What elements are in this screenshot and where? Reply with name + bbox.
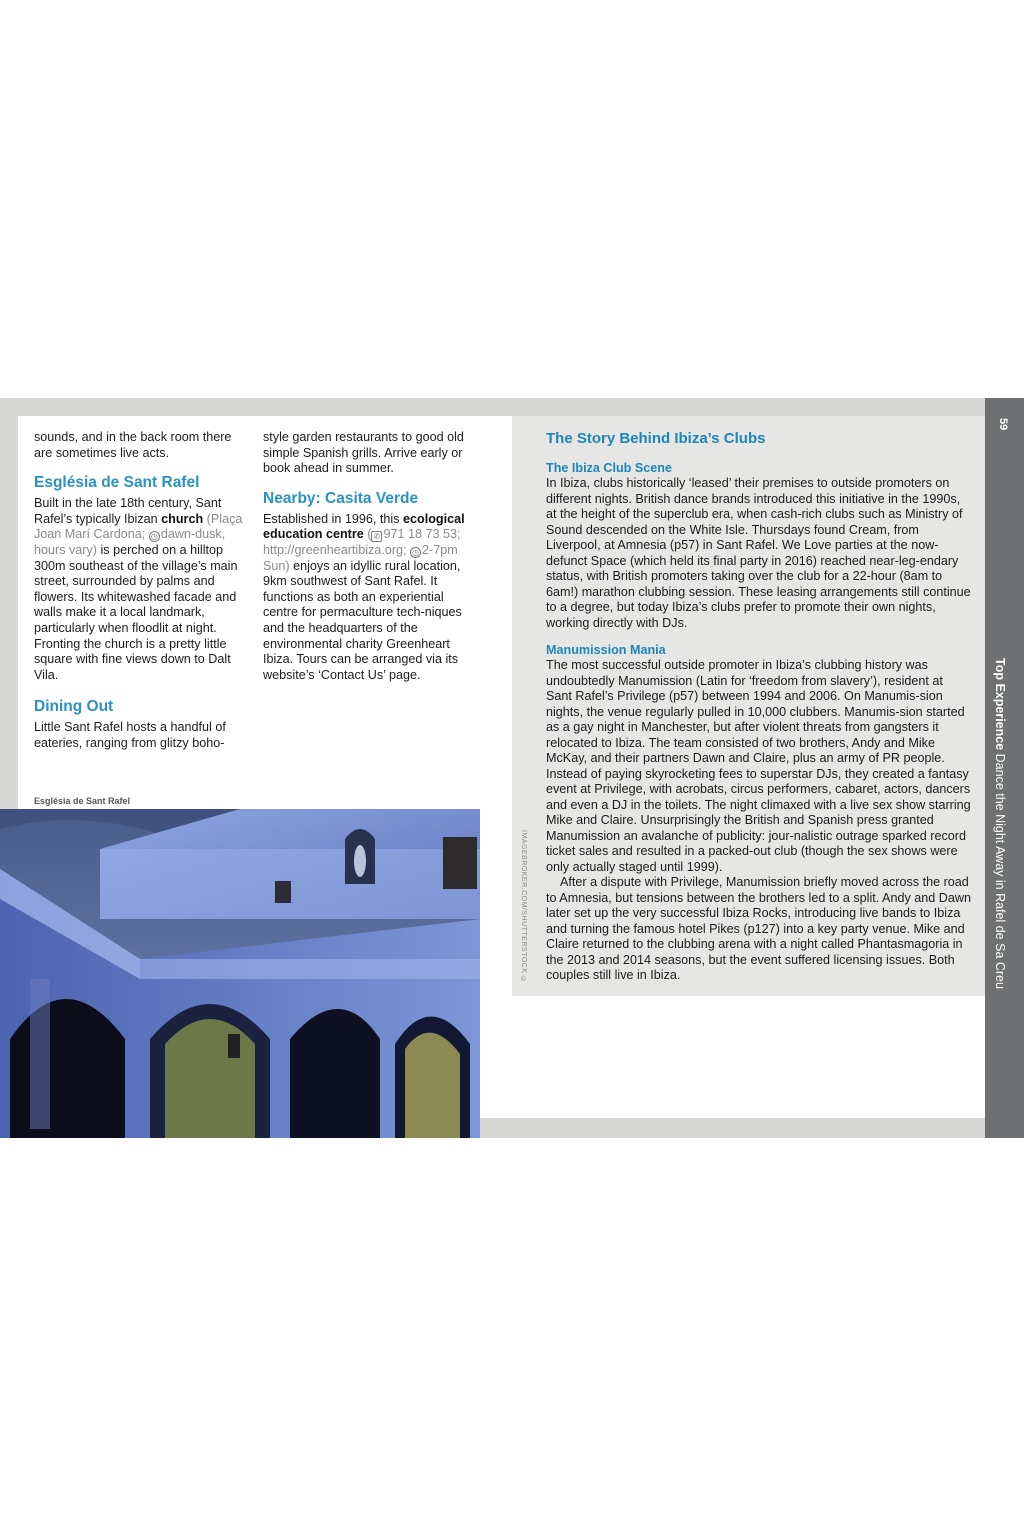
sidebar-paragraph-1: In Ibiza, clubs historically ‘leased’ their premises to outside promoters on different nights. British dance brands introduced this initiative in the 1990s, at the height of the superclub era, when cash-rich clubs such as Ministry of Sound descended on the White Isle. Thursdays found Cream, from Liverpool, at Amnesia (p57) in Sant Rafel. We Love parties at the now-defunct Space (which held its final party in 2016) reached near-leg-endary status, with British promoters taking over the club for a 22-hour (8am to 6am!) marathon clubbing session. These leasing arrangements still continue to a degree, but today Ibiza’s clubs prefer to promote their own nights, working directly with DJs. [546, 476, 971, 630]
sidebar-body [546, 460, 972, 984]
nearby-paragraph: Established in 1996, this ecological education centre ( ✆ 971 18 73 53; http://greenheartibiza.org; ◷ 2-7pm Sun) enjoys an idyllic rural location, 9km southwest of Sant Rafel. It functions as both an experiential centre for permaculture tech-niques and the headquarters of the environmental charity Greenheart Ibiza. Tours can be arranged via its website’s ‘Contact Us’ page. [263, 511, 465, 682]
sidebar-heading-club-scene: The Ibiza Club Scene [546, 461, 672, 475]
running-head-section: Top Experience [993, 658, 1007, 751]
running-head-subtitle: Dance the Night Away in Rafel de Sa Creu [993, 750, 1007, 989]
left-column-2 [263, 430, 477, 683]
sidebar-paragraph-2: The most successful outside promoter in Ibiza’s clubbing history was undoubtedly Manumission (Latin for ‘freedom from slavery’), resident at Sant Rafel’s Privilege (p57) between 1994 and 2006. On Manumis-sion nights, the venue regularly pulled in 10,000 clubbers. Manumis-sion started as a gay night in Manchester, but after violent threats from gangsters it relocated to Ibiza. The team consisted of two brothers, Andy and Mike McKay, and their partners Dawn and Claire, plus an army of PR people. Instead of paying skyrocketing fees to superstar DJs, they created a fantasy event at Privilege, with acrobats, circus performers, cabaret, actors, dancers and even a DJ in the toilets. The night climaxed with a live sex show starring Mike and Claire. Unsurprisingly the British and Spanish press granted Manumission an avalanche of publicity: jour-nalistic outrage sparked record ticket sales and resulted in a packed-out club (though the sex shows were only actually staged until 1999). [546, 658, 971, 874]
sidebar-title: The Story Behind Ibiza’s Clubs [546, 430, 766, 447]
clock-icon: ◷ [149, 531, 160, 542]
photo-caption: Església de Sant Rafel [34, 796, 131, 806]
left-column-1 [34, 430, 246, 752]
col2-intro: style garden restaurants to good old simple Spanish grills. Arrive early or book ahead in summer. [263, 430, 464, 476]
clock-icon: ◷ [410, 547, 421, 558]
heading-church: Església de Sant Rafel [34, 474, 200, 492]
dining-paragraph: Little Sant Rafel hosts a handful of eateries, ranging from glitzy boho- [34, 720, 226, 750]
church-illustration [0, 809, 480, 1138]
church-paragraph: Built in the late 18th century, Sant Rafel’s typically Ibizan church (Plaça Joan Marí Cardona; ◷ dawn-dusk, hours vary) is perched on a hilltop 300m southeast of the village’s main street, surrounded by palms and flowers. Its whitewashed facade and walls make it a local landmark, particularly when floodlit at night. Fronting the church is a pretty little square with fine views down to Dalt Vila. [34, 496, 243, 682]
church-bold: church [161, 511, 204, 526]
heading-nearby: Nearby: Casita Verde [263, 489, 419, 507]
phone-icon: ✆ [371, 531, 382, 542]
running-head [993, 658, 1007, 989]
church-photo [0, 809, 480, 1138]
heading-dining: Dining Out [34, 698, 114, 716]
col1-intro: sounds, and in the back room there are sometimes live acts. [34, 430, 232, 460]
nearby-bold: ecological education centre [263, 511, 465, 542]
page-number: 59 [997, 418, 1009, 431]
photo-credit: IMAGEBROKER.COM/SHUTTERSTOCK © [520, 830, 527, 984]
sidebar-paragraph-3: After a dispute with Privilege, Manumission briefly moved across the road to Amnesia, but tensions between the brothers led to a split. Andy and Dawn later set up the very successful Ibiza Rocks, introducing live bands to Ibiza and turning the famous hotel Pikes (p127) into a key party venue. Mike and Claire returned to the clubbing arena with a night called Phantasmagoria in the 2013 and 2014 seasons, but the event suffered licensing issues. Both couples still live in Ibiza. [546, 875, 971, 982]
sidebar-heading-manumission: Manumission Mania [546, 643, 666, 657]
